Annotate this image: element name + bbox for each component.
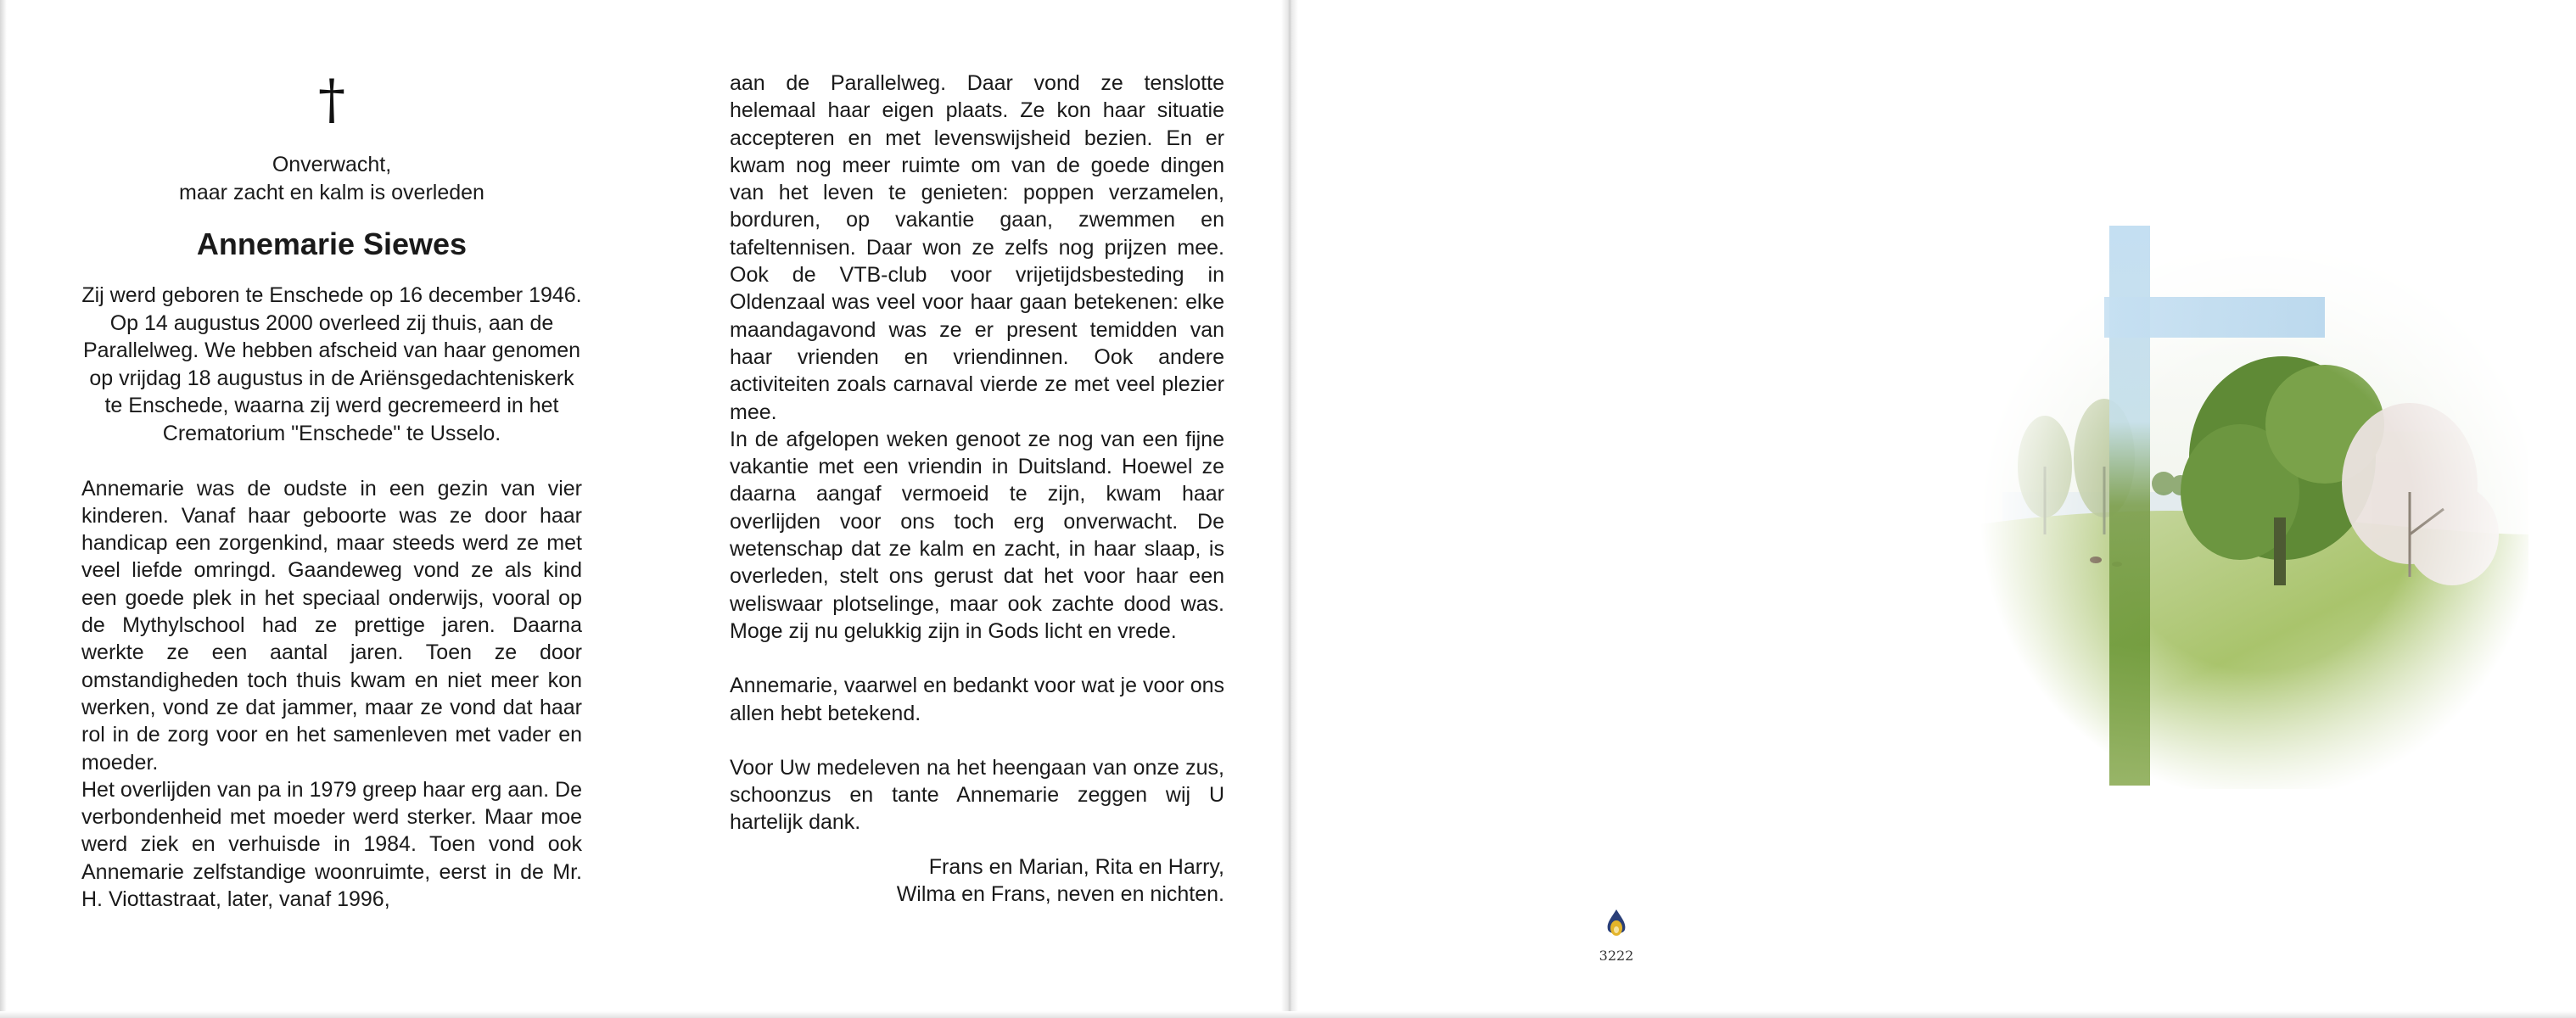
farewell-paragraph: Annemarie, vaarwel en bedankt voor wat je voor ons allen hebt betekend. <box>730 674 1224 725</box>
spacer <box>730 727 1224 754</box>
biography-paragraph: In de afgelopen weken genoot ze nog van een fijne vakantie met een vriendin in Duitsland. Hoewel ze daarna aangaf vermoeid te zijn, kwam haar overlijden voor ons toch erg onverwacht. De wetenschap dat ze kalm en zacht, in haar slaap, is overleden, stelt ons gerust dat het voor haar een weliswaar plotselinge, maar ook zachte dood was. Moge zij nu gelukkig zijn in Gods licht en vrede. <box>730 427 1224 643</box>
deceased-name: Annemarie Siewes <box>196 227 468 261</box>
thanks-paragraph: Voor Uw medeleven na het heengaan van onze zus, schoonzus en tante Annemarie zeggen wij U hartelijk dank. <box>730 755 1224 835</box>
printer-logo-icon <box>1599 906 1633 940</box>
spacer <box>730 645 1224 672</box>
intro-line: maar zacht en kalm is overleden <box>179 181 484 204</box>
biography-paragraph: Het overlijden van pa in 1979 greep haar erg aan. De verbondenheid met moeder werd sterker. Maar moe werd ziek en verhuisde in 1984. Toen vond ook Annemarie zelfstandige woonruimte, eerst in de Mr. H. Viottastraat, later, vanaf 1996, <box>81 777 582 912</box>
birth-death-details: Zij werd geboren te Enschede op 16 december 1946. Op 14 augustus 2000 overleed zij thuis, aan de Parallelweg. We hebben afscheid van haar genomen op vrijdag 18 augustus in de Ariënsgedachteniskerk te Enschede, waarna zij werd gecremeerd in het Crematorium "Enschede" te Usselo. <box>81 283 582 445</box>
signature <box>730 853 1224 909</box>
left-column <box>81 68 582 913</box>
right-column <box>730 70 1224 908</box>
biography-paragraph: Annemarie was de oudste in een gezin van vier kinderen. Vanaf haar geboorte was ze door haar handicap een zorgenkind, maar steeds werd ze met veel liefde omringd. Gaandeweg vond ze als kind een goede plek in het speciaal onderwijs, vooral op de Mythylschool had ze prettige jaren. Daarna werkte ze een aantal jaren. Toen ze door omstandigheden toch thuis kwam en niet meer kon werken, vond ze dat jammer, maar ze vond dat haar rol in de zorg voor en het samenleven met vader en moeder. <box>81 476 582 775</box>
spacer <box>730 836 1224 853</box>
printer-number: 3222 <box>1599 948 1634 964</box>
signature-line: Frans en Marian, Rita en Harry, <box>928 854 1224 879</box>
biography-paragraph: aan de Parallelweg. Daar vond ze tenslotte helemaal haar eigen plaats. Ze kon haar situatie accepteren en met levenswijsheid bezien. En er kwam nog meer ruimte om van de goede dingen van het leven te genieten: poppen verzamelen, borduren, op vakantie gaan, zwemmen en tafeltennisen. Daar won ze zelfs nog prijzen mee. Ook de VTB-club voor vrijetijdsbesteding in Oldenzaal was veel voor haar gaan betekenen: elke maandagavond was ze er present temidden van haar vrienden en vriendinnen. Ook andere activiteiten zoals carnaval vierde ze met veel plezier mee. <box>730 71 1224 424</box>
card-bottom-edge <box>0 1011 2576 1018</box>
landscape-cross-image <box>1968 212 2528 789</box>
card-fold <box>1281 0 1298 1018</box>
intro-text <box>81 151 582 207</box>
intro-line: Onverwacht, <box>272 153 392 176</box>
signature-line: Wilma en Frans, neven en nichten. <box>896 882 1224 907</box>
printer-mark <box>1595 906 1638 964</box>
spacer <box>81 448 582 475</box>
cross-icon: † <box>318 69 345 131</box>
card-left-edge <box>0 0 7 1018</box>
